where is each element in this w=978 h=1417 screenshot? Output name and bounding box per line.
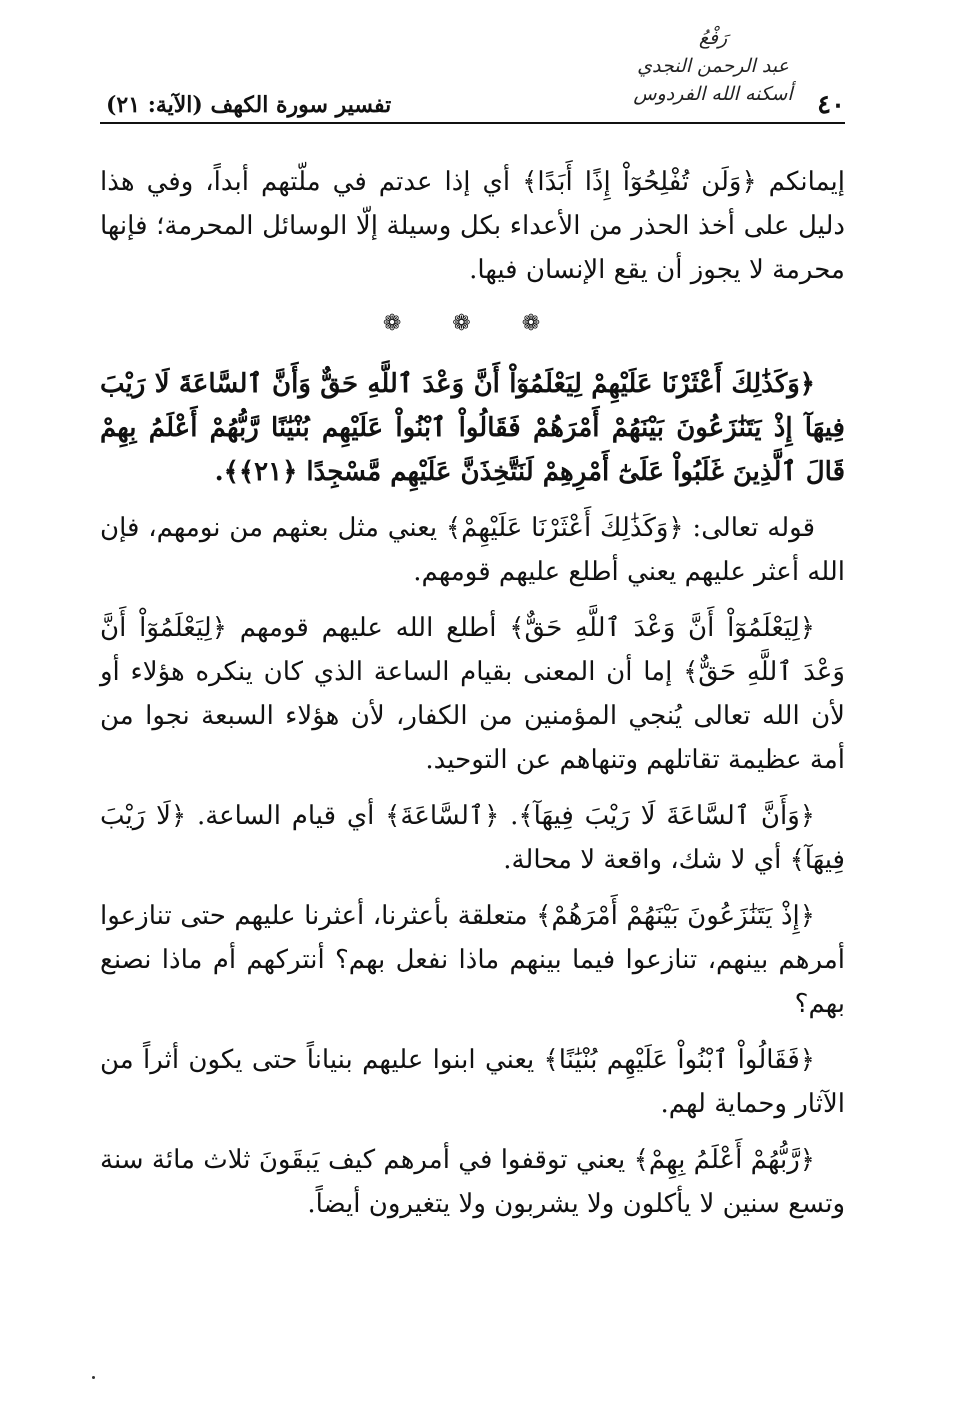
verse-block: ﴿وَكَذَٰلِكَ أَعْثَرْنَا عَلَيْهِمْ لِيَعْلَمُوٓاْ أَنَّ وَعْدَ ٱللَّهِ حَقٌّ وَأَنَّ ٱلسَّاعَةَ لَا رَيْبَ فِيهَآ إِذْ يَتَنَٰزَعُونَ بَيْنَهُمْ أَمْرَهُمْ فَقَالُواْ ٱبْنُواْ عَلَيْهِم بُنْيَٰنًا رَّبُّهُمْ أَعْلَمُ بِهِمْ قَالَ ٱلَّذِينَ غَلَبُواْ عَلَىٰٓ أَمْرِهِمْ لَنَتَّخِذَنَّ عَلَيْهِم مَّسْجِدًا ﴿٢١﴾﴾. — [100, 369, 845, 487]
page-number: ٤٠ — [817, 90, 845, 120]
page-speck — [92, 1376, 95, 1379]
section-divider-ornaments: ❁ ❁ ❁ — [382, 311, 563, 336]
paragraph-commentary-4: ﴿إِذْ يَتَنَٰزَعُونَ بَيْنَهُمْ أَمْرَهُمْ﴾ متعلقة بأعثرنا، أعثرنا عليهم حتى تنازعوا أمرهم بينهم، تنازعوا فيما بينهم ماذا نفعل بهم؟ أنتركهم أم ماذا نصنع بهم؟ — [100, 901, 845, 1019]
stamp-line-2: عبد الرحمن النجدي — [637, 55, 789, 77]
paragraph-commentary-1: قوله تعالى: ﴿وَكَذَٰلِكَ أَعْثَرْنَا عَلَيْهِمْ﴾ يعني مثل بعثهم من نومهم، فإن الله أعثر عليهم يعني أطلع عليهم قومهم. — [100, 513, 845, 587]
paragraph-commentary-5: ﴿فَقَالُواْ ٱبْنُواْ عَلَيْهِم بُنْيَٰنًا﴾ يعني ابنوا عليهم بنياناً حتى يكون أثراً من الآثار وحماية لهم. — [100, 1045, 845, 1119]
paragraph-1: إيمانكم ﴿وَلَن تُفْلِحُوٓاْ إِذًا أَبَدًا﴾ أي إذا عدتم في ملّتهم أبداً، وفي هذا دليل على أخذ الحذر من الأعداء بكل وسيلة إلّا الوسائل المحرمة؛ فإنها محرمة لا يجوز أن يقع الإنسان فيها. — [100, 167, 845, 285]
paragraph-commentary-6: ﴿رَّبُّهُمْ أَعْلَمُ بِهِمْ﴾ يعني توقفوا في أمرهم كيف يَبقَونَ ثلاث مائة سنة وتسع سنين لا يأكلون ولا يشربون ولا يتغيرون أيضاً. — [100, 1145, 845, 1219]
paragraph-commentary-3: ﴿وَأَنَّ ٱلسَّاعَةَ لَا رَيْبَ فِيهَآ﴾. ﴿ٱلسَّاعَةَ﴾ أي قيام الساعة. ﴿لَا رَيْبَ فِيهَآ﴾ أي لا شك، واقعة لا محالة. — [100, 801, 845, 875]
paragraph-commentary-2: ﴿لِيَعْلَمُوٓاْ أَنَّ وَعْدَ ٱللَّهِ حَقٌّ﴾ أطلع الله عليهم قومهم ﴿لِيَعْلَمُوٓاْ أَنَّ وَعْدَ ٱللَّهِ حَقٌّ﴾ إما أن المعنى بقيام الساعة الذي كان ينكره هؤلاء أو لأن الله تعالى يُنجي المؤمنين من الكفار، لأن هؤلاء السبعة نجوا من أمة عظيمة تقاتلهم وتنهاهم عن التوحيد. — [100, 613, 845, 775]
stamp-line-3: أسكنه الله الفردوس — [633, 83, 793, 105]
stamp-line-1: رَفْعُ — [698, 27, 728, 49]
page-body — [100, 160, 845, 1238]
running-title: تفسير سورة الكهف (الآية: ٢١) — [106, 92, 392, 118]
page-header — [100, 86, 845, 124]
